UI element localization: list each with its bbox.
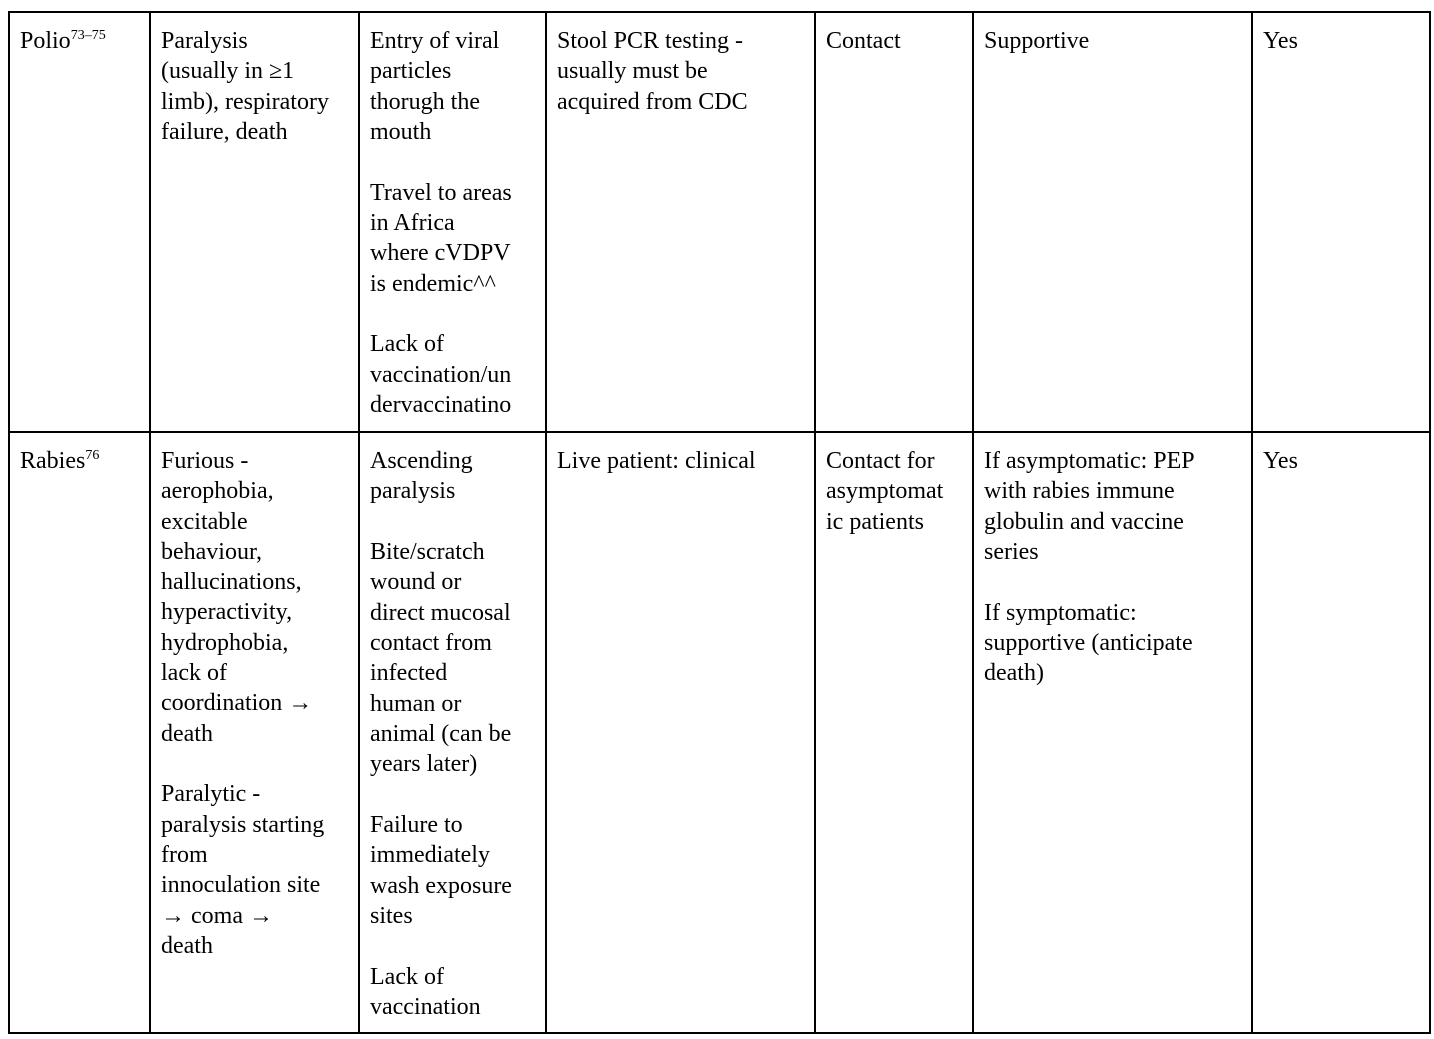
treatment-cell — [973, 432, 1252, 1033]
reportable-cell — [1252, 432, 1430, 1033]
cell-paragraph: Contact — [826, 28, 901, 54]
disease-name-cell — [9, 432, 150, 1033]
disease-name: Polio — [20, 28, 71, 54]
reference-superscript: 73–75 — [70, 28, 106, 43]
cell-paragraph: Yes — [1263, 448, 1298, 474]
cell-paragraph: Stool PCR testing - usually must be acquired from CDC — [557, 28, 748, 115]
cell-paragraph: Lack of vaccination/un dervaccinatino — [370, 331, 512, 418]
reportable-cell — [1252, 12, 1430, 432]
disease-table — [8, 11, 1431, 1034]
cell-paragraph: Travel to areas in Africa where cVDPV is endemic^^ — [370, 179, 512, 297]
cell-paragraph: Contact for asymptomat ic patients — [826, 448, 944, 535]
precautions-cell — [815, 432, 973, 1033]
symptoms-cell — [150, 432, 359, 1033]
cell-paragraph: If symptomatic: supportive (anticipate death) — [984, 599, 1193, 687]
cell-paragraph: Ascending paralysis — [370, 448, 473, 505]
diagnosis-cell — [546, 12, 815, 432]
cell-paragraph: Live patient: clinical — [557, 448, 756, 474]
cell-paragraph: Entry of viral particles thorugh the mouth — [370, 28, 500, 145]
symptoms-cell — [150, 12, 359, 432]
treatment-cell — [973, 12, 1252, 432]
cell-paragraph: If asymptomatic: PEP with rabies immune globulin and vaccine series — [984, 448, 1195, 565]
cell-paragraph: Paralysis (usually in ≥1 limb), respiratory failure, death — [161, 28, 329, 145]
table-row — [9, 432, 1430, 1033]
risk-factors-cell — [359, 432, 546, 1033]
table-row — [9, 12, 1430, 432]
risk-factors-cell — [359, 12, 546, 432]
cell-paragraph: Bite/scratch wound or direct mucosal contact from infected human or animal (can be years later) — [370, 539, 512, 778]
cell-paragraph: Paralytic - paralysis starting from innoculation site → coma → death — [161, 781, 325, 959]
disease-name-cell — [9, 12, 150, 432]
cell-paragraph: Supportive — [984, 28, 1090, 54]
disease-name: Rabies — [20, 448, 86, 474]
cell-paragraph: Furious - aerophobia, excitable behaviour, hallucinations, hyperactivity, hydrophobia, lack of coordination → death — [161, 448, 313, 747]
diagnosis-cell — [546, 432, 815, 1033]
cell-paragraph: Failure to immediately wash exposure sites — [370, 811, 512, 929]
cell-paragraph: Lack of vaccination — [370, 963, 481, 1020]
cell-paragraph: Yes — [1263, 28, 1298, 54]
reference-superscript: 76 — [85, 448, 100, 463]
precautions-cell — [815, 12, 973, 432]
